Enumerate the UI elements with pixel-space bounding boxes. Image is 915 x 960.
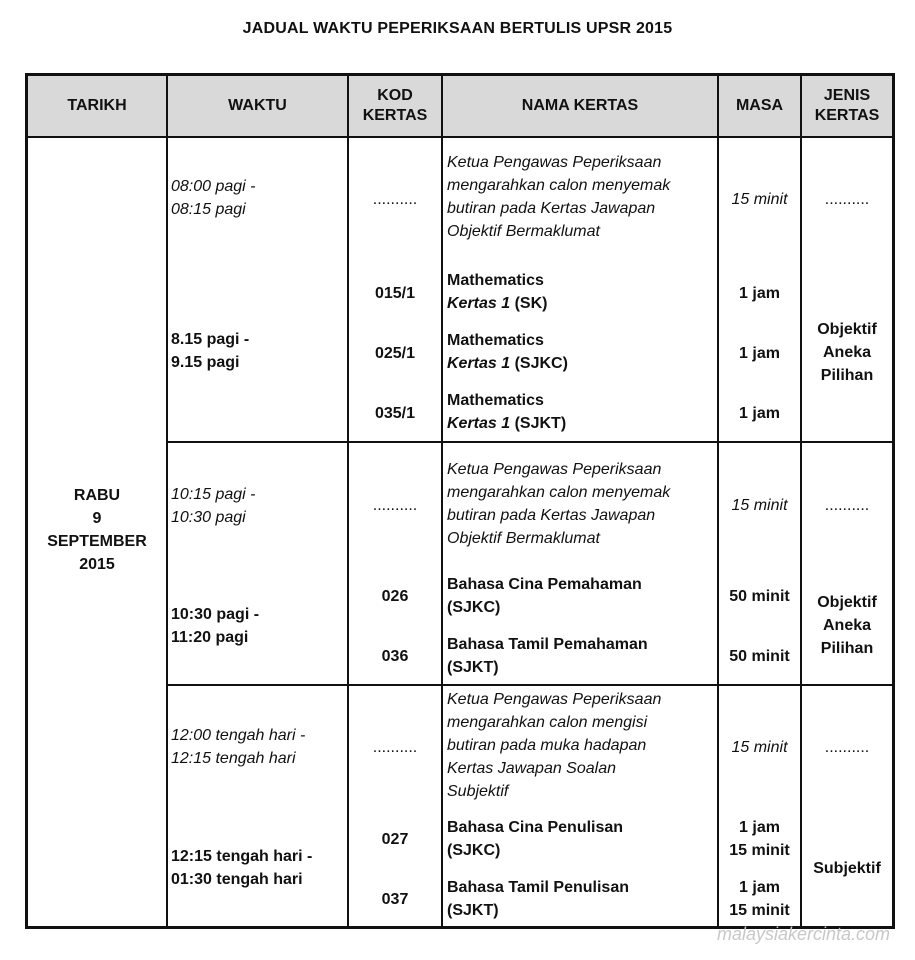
nama-paper — [447, 329, 568, 375]
session-divider — [166, 441, 892, 443]
waktu-exam-3: 12:15 tengah hari - 01:30 tengah hari — [171, 848, 313, 888]
subject-name: Bahasa Tamil Pemahaman — [447, 636, 648, 653]
kod-brief-2: .......... — [372, 497, 418, 514]
subject-name: Bahasa Cina Penulisan — [447, 819, 624, 836]
kod-brief-3: .......... — [372, 739, 418, 756]
school-type: (SJKT) — [447, 659, 499, 676]
school-type: (SJKC) — [510, 355, 568, 372]
nama-paper — [447, 633, 648, 679]
jenis-brief-3: .......... — [824, 739, 870, 756]
header-kod-kertas: KOD KERTAS — [362, 87, 428, 124]
kod-027: 027 — [381, 831, 409, 848]
school-type: (SJKT) — [447, 902, 499, 919]
nama-brief-2: Ketua Pengawas Peperiksaan mengarahkan calon menyemak butiran pada Kertas Jawapan Objektif Bermaklumat — [447, 461, 671, 547]
masa-brief-2: 15 minit — [731, 497, 788, 514]
masa-036: 50 minit — [729, 648, 790, 665]
jenis-exam-1: Objektif Aneka Pilihan — [817, 321, 877, 384]
nama-paper — [447, 269, 547, 315]
nama-paper — [447, 876, 629, 922]
nama-brief-1: Ketua Pengawas Peperiksaan mengarahkan calon menyemak butiran pada Kertas Jawapan Objektif Bermaklumat — [447, 154, 671, 240]
waktu-brief-1: 08:00 pagi - 08:15 pagi — [171, 178, 256, 218]
subject-name: Bahasa Tamil Penulisan — [447, 879, 629, 896]
column-divider — [166, 76, 168, 926]
nama-paper — [447, 816, 623, 862]
kod-brief-1: .......... — [372, 191, 418, 208]
kod-025-1: 025/1 — [374, 345, 416, 362]
school-type: (SJKC) — [447, 842, 501, 859]
kod-035-1: 035/1 — [374, 405, 416, 422]
jenis-brief-2: .......... — [824, 497, 870, 514]
kertas-label: Kertas 1 — [447, 355, 511, 372]
masa-027: 1 jam 15 minit — [729, 819, 790, 859]
waktu-brief-2: 10:15 pagi - 10:30 pagi — [171, 486, 256, 526]
nama-brief-3: Ketua Pengawas Peperiksaan mengarahkan calon mengisi butiran pada muka hadapan Kertas Jawapan Soalan Subjektif — [447, 691, 662, 800]
header-jenis-kertas: JENIS KERTAS — [814, 87, 880, 124]
nama-paper — [447, 573, 642, 619]
waktu-brief-3: 12:00 tengah hari - 12:15 tengah hari — [171, 727, 306, 767]
kertas-label: Kertas 1 — [447, 295, 511, 312]
subject-name: Bahasa Cina Pemahaman — [447, 576, 642, 593]
subject-name: Mathematics — [447, 332, 544, 349]
header-waktu: WAKTU — [228, 97, 287, 114]
masa-035-1: 1 jam — [739, 405, 780, 422]
nama-paper — [447, 389, 566, 435]
header-nama-kertas: NAMA KERTAS — [521, 97, 639, 114]
jenis-brief-1: .......... — [824, 191, 870, 208]
school-type: (SK) — [510, 295, 548, 312]
kod-037: 037 — [381, 891, 409, 908]
kertas-label: Kertas 1 — [447, 415, 511, 432]
header-tarikh: TARIKH — [67, 97, 127, 114]
masa-037: 1 jam 15 minit — [729, 879, 790, 919]
waktu-exam-2: 10:30 pagi - 11:20 pagi — [171, 606, 260, 646]
document-title: JADUAL WAKTU PEPERIKSAAN BERTULIS UPSR 2015 — [242, 20, 673, 37]
masa-026: 50 minit — [729, 588, 790, 605]
kod-026: 026 — [381, 588, 409, 605]
school-type: (SJKT) — [510, 415, 567, 432]
subject-name: Mathematics — [447, 272, 544, 289]
session-divider — [166, 684, 892, 686]
waktu-exam-1: 8.15 pagi - 9.15 pagi — [171, 331, 250, 371]
school-type: (SJKC) — [447, 599, 501, 616]
masa-015-1: 1 jam — [739, 285, 780, 302]
masa-025-1: 1 jam — [739, 345, 780, 362]
jenis-exam-3: Subjektif — [813, 860, 881, 877]
column-divider — [441, 76, 443, 926]
header-masa: MASA — [735, 97, 784, 114]
exam-timetable — [25, 73, 895, 929]
jenis-exam-2: Objektif Aneka Pilihan — [817, 594, 877, 657]
masa-brief-3: 15 minit — [731, 739, 788, 756]
kod-036: 036 — [381, 648, 409, 665]
masa-brief-1: 15 minit — [731, 191, 788, 208]
kod-015-1: 015/1 — [374, 285, 416, 302]
watermark: malaysiakercinta.com — [716, 924, 890, 944]
subject-name: Mathematics — [447, 392, 544, 409]
tarikh-cell: RABU 9 SEPTEMBER 2015 — [47, 487, 147, 573]
